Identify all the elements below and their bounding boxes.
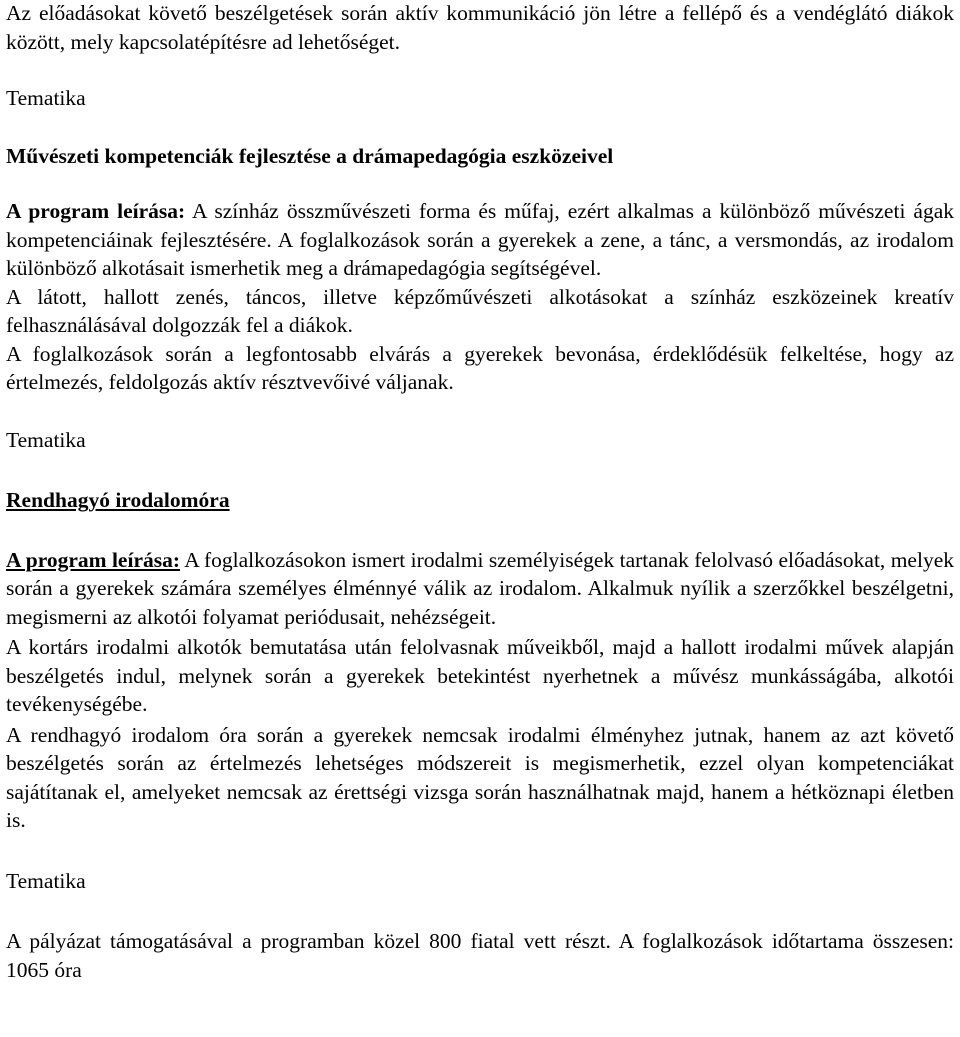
section2-title: Rendhagyó irodalomóra — [6, 488, 230, 512]
section1-paragraph-3: A foglalkozások során a legfontosabb elvárás a gyerekek bevonása, érdeklődésük felkeltése, hogy az értelmezés, feldolgozás aktív résztvevőivé váljanak. — [6, 341, 954, 394]
section1-paragraph-2: A látott, hallott zenés, táncos, illetve képzőművészeti alkotásokat a színház eszközeinek kreatív felhasználásával dolgozzák fel a diákok. — [6, 284, 954, 337]
spacer — [6, 113, 954, 144]
section2-description-label: A program leírása: — [6, 547, 181, 572]
section1-title: Művészeti kompetenciák fejlesztése a drámapedagógia eszközeivel — [6, 143, 614, 168]
spacer — [6, 56, 954, 86]
section2-tematika: Tematika — [6, 427, 86, 452]
spacer — [6, 170, 954, 200]
section3-paragraph: A pályázat támogatásával a programban közel 800 fiatal vett részt. A foglalkozások időtartama összesen: 1065 óra — [6, 929, 954, 982]
spacer — [6, 515, 954, 545]
spacer — [6, 895, 954, 925]
section1-tematika: Tematika — [6, 86, 86, 110]
intro-paragraph: Az előadásokat követő beszélgetések során aktív kommunikáció jön létre a fellépő és a vendéglátó diákok között, mely kapcsolatépítésre ad lehetőséget. — [6, 1, 954, 54]
section1-description-text: A színház összművészeti forma és műfaj, ezért alkalmas a különböző művészeti ágak kompetenciáinak fejlesztésére. A foglalkozások során a gyerekek a zene, a tánc, a versmondás, az irodalom különböző alkotásait ismerhetik meg a drámapedagógia segítségével. — [6, 199, 954, 280]
section2-paragraph-2: A kortárs irodalmi alkotók bemutatása után felolvasnak műveikből, majd a hallott irodalmi művek alapján beszélgetés indul, melynek során a gyerekek betekintést nyerhetnek a művész munkásságába, alkotói tevékenységébe. — [6, 635, 954, 716]
spacer — [6, 397, 954, 427]
section1-description — [6, 197, 954, 283]
section3-tematika: Tematika — [6, 868, 86, 893]
section2-description — [6, 546, 954, 632]
spacer — [6, 454, 954, 484]
section2-description-text: A foglalkozásokon ismert irodalmi személyiségek tartanak felolvasó előadásokat, melyek során a gyerekek számára személyes élménnyé válik az irodalom. Alkalmuk nyílik a szerzőkkel beszélgetni, megismerni az alkotói folyamat periódusait, nehézségeit. — [6, 547, 954, 629]
section2-paragraph-3: A rendhagyó irodalom óra során a gyerekek nemcsak irodalmi élményhez jutnak, hanem az azt követő beszélgetés során az értelmezés lehetséges módszereit is megismerhetik, ezzel olyan kompetenciákat sajátítanak el, amelyeket nemcsak az érettségi vizsga során használhatnak majd, hanem a hétköznapi életben is. — [6, 722, 954, 832]
spacer — [6, 835, 954, 865]
section1-description-label: A program leírása: — [6, 199, 186, 223]
